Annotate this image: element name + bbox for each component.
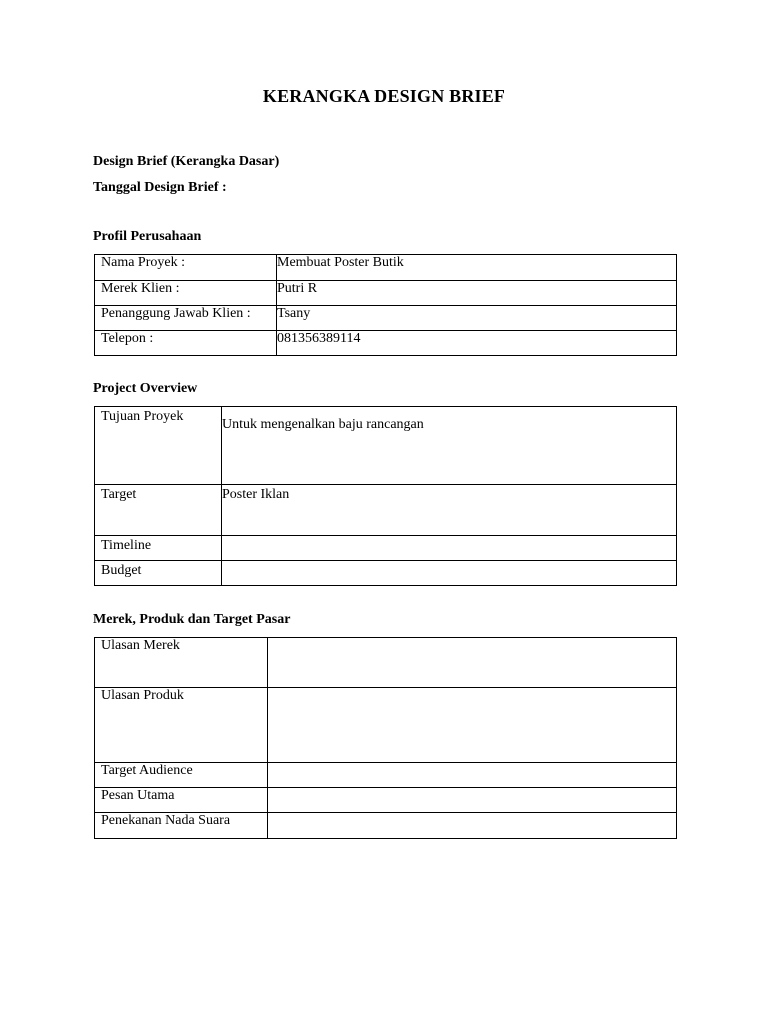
- overview-label-timeline: Timeline: [95, 536, 222, 561]
- market-value-target-audience: [268, 763, 677, 788]
- table-row: [95, 281, 677, 306]
- table-row: [95, 788, 677, 813]
- overview-label-target: Target: [95, 485, 222, 536]
- overview-table: [94, 406, 677, 586]
- date-label: Tanggal Design Brief :: [93, 180, 227, 195]
- table-row: [95, 331, 677, 356]
- profil-heading: Profil Perusahaan: [93, 229, 202, 244]
- overview-value-budget: [222, 561, 677, 586]
- document-title: KERANGKA DESIGN BRIEF: [262, 86, 506, 106]
- profil-label-telepon: Telepon :: [95, 331, 277, 356]
- overview-heading: Project Overview: [93, 381, 198, 396]
- market-value-ulasan-merek: [268, 638, 677, 688]
- profil-value-nama-proyek: Membuat Poster Butik: [277, 255, 677, 281]
- table-row: [95, 255, 677, 281]
- table-row: [95, 638, 677, 688]
- profil-label-merek-klien: Merek Klien :: [95, 281, 277, 306]
- overview-label-tujuan: Tujuan Proyek: [95, 407, 222, 485]
- market-value-ulasan-produk: [268, 688, 677, 763]
- table-row: [95, 306, 677, 331]
- subtitle: Design Brief (Kerangka Dasar): [93, 154, 280, 169]
- profil-label-nama-proyek: Nama Proyek :: [95, 255, 277, 281]
- profil-value-merek-klien: Putri R: [277, 281, 677, 306]
- profil-table: [94, 254, 677, 356]
- market-table: [94, 637, 677, 839]
- table-row: [95, 763, 677, 788]
- table-row: [95, 407, 677, 485]
- market-label-pesan-utama: Pesan Utama: [95, 788, 268, 813]
- table-row: [95, 536, 677, 561]
- market-heading: Merek, Produk dan Target Pasar: [93, 612, 291, 627]
- table-row: [95, 688, 677, 763]
- profil-value-telepon: 081356389114: [277, 331, 677, 356]
- overview-value-timeline: [222, 536, 677, 561]
- market-label-penekanan-nada: Penekanan Nada Suara: [95, 813, 268, 839]
- market-value-penekanan-nada: [268, 813, 677, 839]
- overview-value-tujuan: Untuk mengenalkan baju rancangan: [222, 407, 677, 485]
- market-label-ulasan-merek: Ulasan Merek: [95, 638, 268, 688]
- overview-value-target: Poster Iklan: [222, 485, 677, 536]
- market-value-pesan-utama: [268, 788, 677, 813]
- market-label-ulasan-produk: Ulasan Produk: [95, 688, 268, 763]
- profil-label-penanggung-jawab: Penanggung Jawab Klien :: [95, 306, 277, 331]
- profil-value-penanggung-jawab: Tsany: [277, 306, 677, 331]
- overview-label-budget: Budget: [95, 561, 222, 586]
- table-row: [95, 813, 677, 839]
- table-row: [95, 561, 677, 586]
- market-label-target-audience: Target Audience: [95, 763, 268, 788]
- table-row: [95, 485, 677, 536]
